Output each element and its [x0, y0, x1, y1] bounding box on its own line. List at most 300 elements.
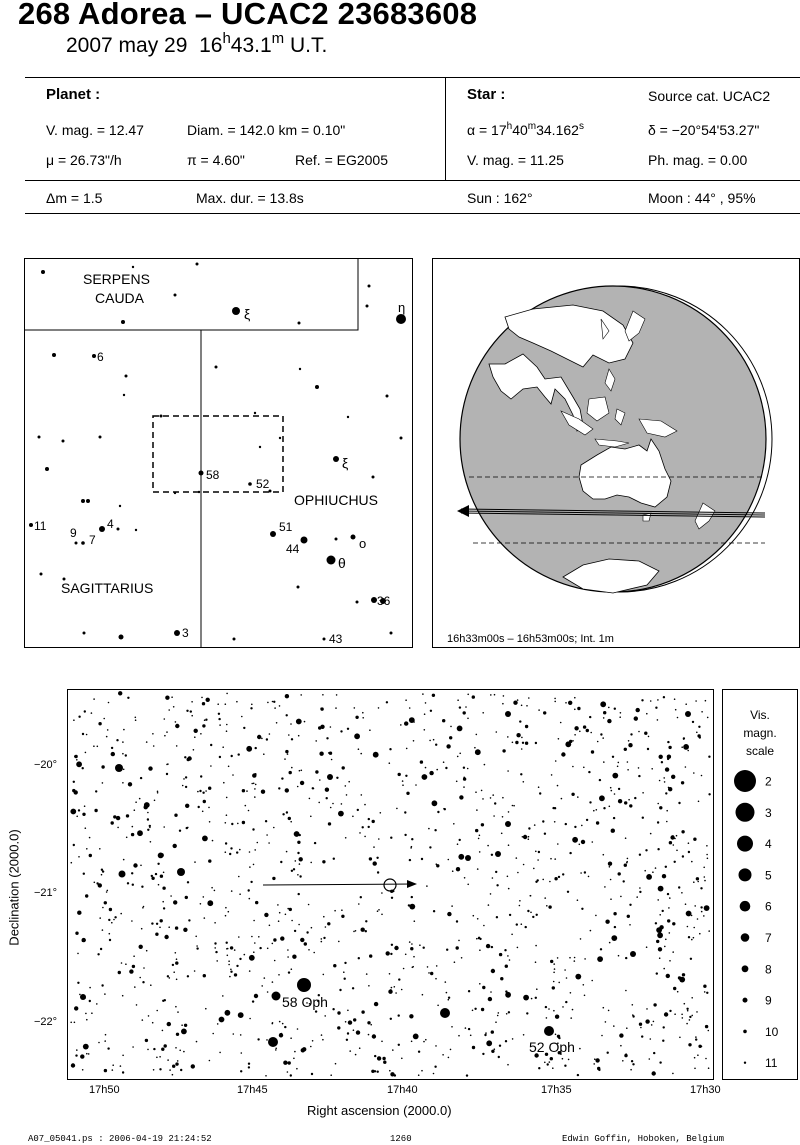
- field-star: [85, 752, 87, 754]
- field-star: [298, 924, 300, 926]
- field-star: [382, 1057, 385, 1060]
- field-star: [250, 707, 252, 709]
- field-star: [151, 877, 154, 880]
- field-star: [344, 978, 346, 980]
- star-label-43: 43: [329, 632, 343, 646]
- field-star: [435, 744, 437, 746]
- field-star: [664, 1012, 668, 1016]
- field-star: [525, 742, 528, 745]
- field-star: [590, 732, 592, 734]
- field-star: [494, 694, 496, 696]
- field-star: [475, 829, 478, 832]
- field-star: [374, 1002, 378, 1006]
- field-star: [291, 920, 293, 922]
- finder-star: [368, 285, 371, 288]
- field-star: [176, 1033, 179, 1036]
- field-star: [289, 908, 292, 911]
- field-star: [490, 893, 492, 895]
- field-star: [341, 909, 343, 911]
- field-star: [380, 812, 382, 814]
- planet-heading: Planet :: [46, 86, 101, 103]
- field-star: [655, 867, 657, 869]
- field-star: [111, 752, 115, 756]
- field-star: [97, 746, 99, 748]
- field-star: [365, 920, 367, 922]
- field-star: [82, 938, 86, 942]
- field-star: [373, 752, 379, 758]
- field-star: [625, 990, 627, 992]
- field-star: [172, 964, 174, 966]
- field-star: [177, 1060, 179, 1062]
- field-star: [472, 1010, 474, 1012]
- field-star: [499, 953, 502, 956]
- field-star: [202, 724, 205, 727]
- field-star: [325, 926, 327, 928]
- field-star: [183, 778, 185, 780]
- footer-file: A07_05041.ps : 2006-04-19 21:24:52: [28, 1134, 212, 1144]
- field-star: [642, 792, 644, 794]
- field-star: [109, 933, 111, 935]
- field-star: [458, 940, 460, 942]
- field-star: [205, 719, 207, 721]
- field-star: [369, 729, 371, 731]
- field-star: [448, 859, 450, 861]
- field-star: [84, 805, 86, 807]
- field-star: [557, 785, 559, 787]
- field-star: [171, 696, 173, 698]
- scale-dots: [734, 770, 756, 1064]
- field-star: [485, 1032, 487, 1034]
- field-star: [294, 930, 296, 932]
- field-star: [139, 831, 141, 833]
- field-star: [679, 977, 685, 983]
- field-star: [98, 722, 101, 725]
- field-star: [651, 1024, 653, 1026]
- finder-star: [396, 314, 406, 324]
- field-star: [372, 1034, 376, 1038]
- field-star: [549, 881, 551, 883]
- field-star: [183, 928, 187, 932]
- field-star: [521, 748, 523, 750]
- info-bottom-rule: [25, 213, 800, 214]
- field-star: [229, 853, 231, 855]
- field-star: [419, 944, 421, 946]
- field-star: [162, 901, 164, 903]
- field-star: [122, 1071, 124, 1073]
- field-star: [596, 821, 599, 824]
- field-star: [512, 1038, 514, 1040]
- field-star: [536, 914, 538, 916]
- field-star: [659, 1061, 661, 1063]
- finder-star: [119, 635, 124, 640]
- field-star: [607, 1052, 609, 1054]
- field-star: [76, 759, 78, 761]
- field-star: [657, 932, 663, 938]
- field-star: [593, 810, 595, 812]
- field-star: [286, 851, 288, 853]
- field-star: [109, 908, 112, 911]
- field-star: [674, 838, 676, 840]
- field-star: [315, 770, 318, 773]
- field-star: [309, 798, 311, 800]
- star-label-7: 7: [89, 533, 96, 547]
- field-star: [708, 1030, 710, 1032]
- bright-star: [630, 951, 636, 957]
- field-star: [572, 740, 574, 742]
- field-star: [78, 809, 80, 811]
- field-star: [530, 895, 532, 897]
- field-star: [94, 882, 96, 884]
- field-star: [685, 703, 687, 705]
- field-star: [707, 858, 709, 860]
- scale-label-mag-8: 8: [765, 962, 772, 977]
- field-star: [618, 762, 620, 764]
- field-star: [91, 1012, 93, 1014]
- field-star: [667, 893, 669, 895]
- field-star: [459, 706, 461, 708]
- field-star: [561, 798, 563, 800]
- field-star: [478, 937, 480, 939]
- field-star: [196, 947, 198, 949]
- field-star: [279, 912, 281, 914]
- field-star: [295, 860, 297, 862]
- field-star: [535, 961, 537, 963]
- field-star: [668, 746, 671, 749]
- field-star: [203, 800, 206, 803]
- field-star: [411, 1041, 413, 1043]
- star-phmag: Ph. mag. = 0.00: [648, 152, 748, 168]
- field-star: [165, 696, 169, 700]
- field-star: [705, 700, 707, 702]
- finder-star: [333, 456, 339, 462]
- field-star: [538, 786, 540, 788]
- field-star: [507, 1064, 509, 1066]
- field-star: [565, 1001, 567, 1003]
- field-star: [113, 919, 115, 921]
- field-star: [172, 1065, 175, 1068]
- field-star: [248, 889, 250, 891]
- field-star: [658, 947, 662, 951]
- field-star: [568, 1059, 570, 1061]
- field-star: [139, 798, 141, 800]
- field-star: [661, 761, 663, 763]
- field-star: [413, 740, 415, 742]
- field-star: [435, 1045, 437, 1047]
- field-star: [254, 849, 256, 851]
- field-star: [338, 811, 344, 817]
- field-star: [290, 1037, 292, 1039]
- field-star: [143, 906, 145, 908]
- field-star: [335, 707, 337, 709]
- field-star: [296, 835, 298, 837]
- field-star: [139, 977, 141, 979]
- field-star: [401, 1058, 403, 1060]
- field-star: [257, 842, 259, 844]
- field-star: [634, 797, 636, 799]
- field-star: [136, 1004, 138, 1006]
- field-star: [297, 1028, 299, 1030]
- field-star: [175, 1006, 177, 1008]
- field-star: [272, 1023, 274, 1025]
- field-star: [240, 1034, 242, 1036]
- field-star: [341, 803, 343, 805]
- field-star: [293, 868, 295, 870]
- field-star: [624, 748, 627, 751]
- field-star: [629, 924, 631, 926]
- field-star: [184, 756, 186, 758]
- field-star: [82, 813, 85, 816]
- field-star: [326, 797, 328, 799]
- field-star: [650, 833, 652, 835]
- field-star: [98, 1042, 100, 1044]
- field-star: [436, 863, 438, 865]
- field-star: [681, 781, 684, 784]
- field-star: [203, 974, 206, 977]
- field-star: [532, 916, 534, 918]
- field-star: [404, 811, 406, 813]
- label-cauda: CAUDA: [95, 290, 145, 306]
- field-star: [550, 960, 553, 963]
- field-star: [618, 788, 620, 790]
- field-star: [122, 782, 124, 784]
- label-serpens: SERPENS: [83, 271, 150, 287]
- scale-label-mag-3: 3: [765, 805, 772, 820]
- field-star: [697, 918, 699, 920]
- field-star: [362, 826, 364, 828]
- field-star: [659, 914, 661, 916]
- field-star: [517, 699, 519, 701]
- field-star: [665, 939, 667, 941]
- field-star: [339, 989, 341, 991]
- field-star: [662, 874, 666, 878]
- field-star: [651, 768, 653, 770]
- field-star: [225, 907, 227, 909]
- field-star: [613, 817, 615, 819]
- field-star: [167, 1059, 169, 1061]
- field-star: [93, 745, 95, 747]
- scale-dot-mag-9: [743, 998, 748, 1003]
- finder-star: [41, 270, 45, 274]
- field-star: [190, 710, 192, 712]
- field-star: [594, 1058, 596, 1060]
- field-star: [202, 811, 204, 813]
- finder-star: [81, 499, 85, 503]
- field-star: [289, 771, 292, 774]
- field-star: [555, 1015, 559, 1019]
- finder-star: [254, 412, 256, 414]
- field-star: [347, 1010, 349, 1012]
- field-star: [337, 1011, 340, 1014]
- field-star: [391, 987, 393, 989]
- star-58-oph: [297, 978, 311, 992]
- field-star: [470, 1035, 472, 1037]
- field-star: [214, 922, 216, 924]
- field-star: [185, 786, 187, 788]
- field-star: [669, 960, 671, 962]
- field-star: [93, 698, 95, 700]
- field-star: [603, 807, 605, 809]
- scale-label-mag-7: 7: [765, 931, 772, 945]
- field-star: [555, 760, 557, 762]
- field-star: [285, 914, 287, 916]
- finder-star: [45, 467, 49, 471]
- field-star: [535, 851, 537, 853]
- star-label-36: 36: [377, 594, 391, 608]
- field-star: [126, 814, 129, 817]
- field-star: [152, 1022, 154, 1024]
- field-star: [657, 719, 659, 721]
- field-star: [102, 929, 104, 931]
- field-star: [226, 814, 228, 816]
- field-star: [287, 956, 289, 958]
- field-star: [463, 767, 465, 769]
- field-star: [254, 994, 258, 998]
- field-star: [254, 773, 256, 775]
- finder-star: [390, 632, 393, 635]
- field-star: [167, 763, 169, 765]
- field-star: [195, 936, 197, 938]
- scale-label-mag-2: 2: [765, 774, 772, 789]
- field-star: [236, 701, 238, 703]
- hour-sup: h: [222, 30, 231, 47]
- field-star: [386, 951, 390, 955]
- field-star: [153, 745, 155, 747]
- finder-star: [248, 482, 252, 486]
- field-star: [299, 863, 301, 865]
- field-star: [638, 775, 640, 777]
- field-star: [246, 790, 248, 792]
- field-star: [147, 1049, 149, 1051]
- field-star: [372, 820, 375, 823]
- field-star: [238, 936, 240, 938]
- field-star: [447, 912, 451, 916]
- field-star: [681, 892, 683, 894]
- info-divider: [445, 77, 446, 180]
- field-star: [595, 1058, 599, 1062]
- field-star: [376, 857, 378, 859]
- field-star: [343, 971, 345, 973]
- field-star: [104, 993, 106, 995]
- finder-star: [372, 476, 375, 479]
- field-star: [162, 1000, 164, 1002]
- field-star: [687, 926, 689, 928]
- field-star: [452, 870, 454, 872]
- field-star: [596, 809, 598, 811]
- scale-label-mag-6: 6: [765, 899, 772, 914]
- field-star: [491, 1030, 494, 1033]
- field-star: [146, 950, 148, 952]
- field-star: [405, 775, 407, 777]
- field-star: [255, 747, 257, 749]
- max-duration: Max. dur. = 13.8s: [196, 190, 304, 206]
- field-star: [389, 748, 391, 750]
- field-star: [430, 972, 433, 975]
- field-star: [517, 872, 519, 874]
- field-star: [424, 729, 426, 731]
- field-star: [639, 854, 641, 856]
- field-star: [575, 974, 581, 980]
- field-star: [581, 908, 583, 910]
- field-star: [365, 930, 367, 932]
- field-star: [276, 722, 278, 724]
- field-star: [368, 985, 370, 987]
- field-star: [647, 748, 649, 750]
- field-star: [678, 886, 680, 888]
- event-minute: 43.1: [230, 34, 272, 57]
- field-star: [528, 836, 530, 838]
- field-star: [175, 1062, 178, 1065]
- field-star: [422, 693, 424, 695]
- finder-star: [174, 492, 176, 494]
- field-star: [249, 898, 251, 900]
- field-star: [353, 1018, 356, 1021]
- field-star: [494, 1048, 496, 1050]
- field-star: [574, 826, 576, 828]
- field-star: [406, 792, 409, 795]
- field-star: [626, 862, 628, 864]
- field-star: [114, 916, 116, 918]
- field-star: [236, 965, 238, 967]
- field-star: [490, 694, 492, 696]
- field-star: [261, 985, 263, 987]
- field-star: [605, 1021, 607, 1023]
- field-star: [581, 840, 585, 844]
- field-star: [89, 837, 91, 839]
- finder-star: [297, 586, 300, 589]
- field-star: [74, 755, 77, 758]
- field-star: [491, 1050, 494, 1053]
- field-star: [413, 721, 415, 723]
- field-star: [695, 1038, 697, 1040]
- field-star: [554, 877, 557, 880]
- field-star: [344, 962, 346, 964]
- moon-info: Moon : 44° , 95%: [648, 190, 756, 206]
- field-star: [666, 821, 668, 823]
- finder-star: [81, 541, 85, 545]
- field-star: [507, 955, 509, 957]
- field-star: [188, 919, 190, 921]
- field-star: [701, 711, 703, 713]
- field-star: [586, 729, 589, 732]
- field-star: [279, 1021, 281, 1023]
- field-star: [300, 938, 304, 942]
- field-star: [234, 973, 237, 976]
- field-star: [273, 938, 276, 941]
- field-star: [123, 729, 125, 731]
- field-star: [429, 771, 433, 775]
- field-star: [516, 923, 518, 925]
- finder-star: [279, 437, 281, 439]
- field-star: [708, 1067, 710, 1069]
- field-star: [628, 743, 632, 747]
- field-star: [474, 1008, 476, 1010]
- field-star: [464, 877, 466, 879]
- field-star: [210, 765, 212, 767]
- field-star: [404, 834, 406, 836]
- field-star: [538, 1067, 540, 1069]
- finder-star: [38, 436, 41, 439]
- field-star: [321, 1034, 323, 1036]
- field-star: [261, 738, 263, 740]
- field-star: [137, 830, 143, 836]
- field-star: [301, 1048, 305, 1052]
- bright-star: [327, 774, 333, 780]
- field-star: [570, 992, 572, 994]
- footer-number: 1260: [390, 1134, 412, 1144]
- field-star: [284, 1026, 286, 1028]
- field-star: [390, 989, 392, 991]
- field-star: [179, 830, 181, 832]
